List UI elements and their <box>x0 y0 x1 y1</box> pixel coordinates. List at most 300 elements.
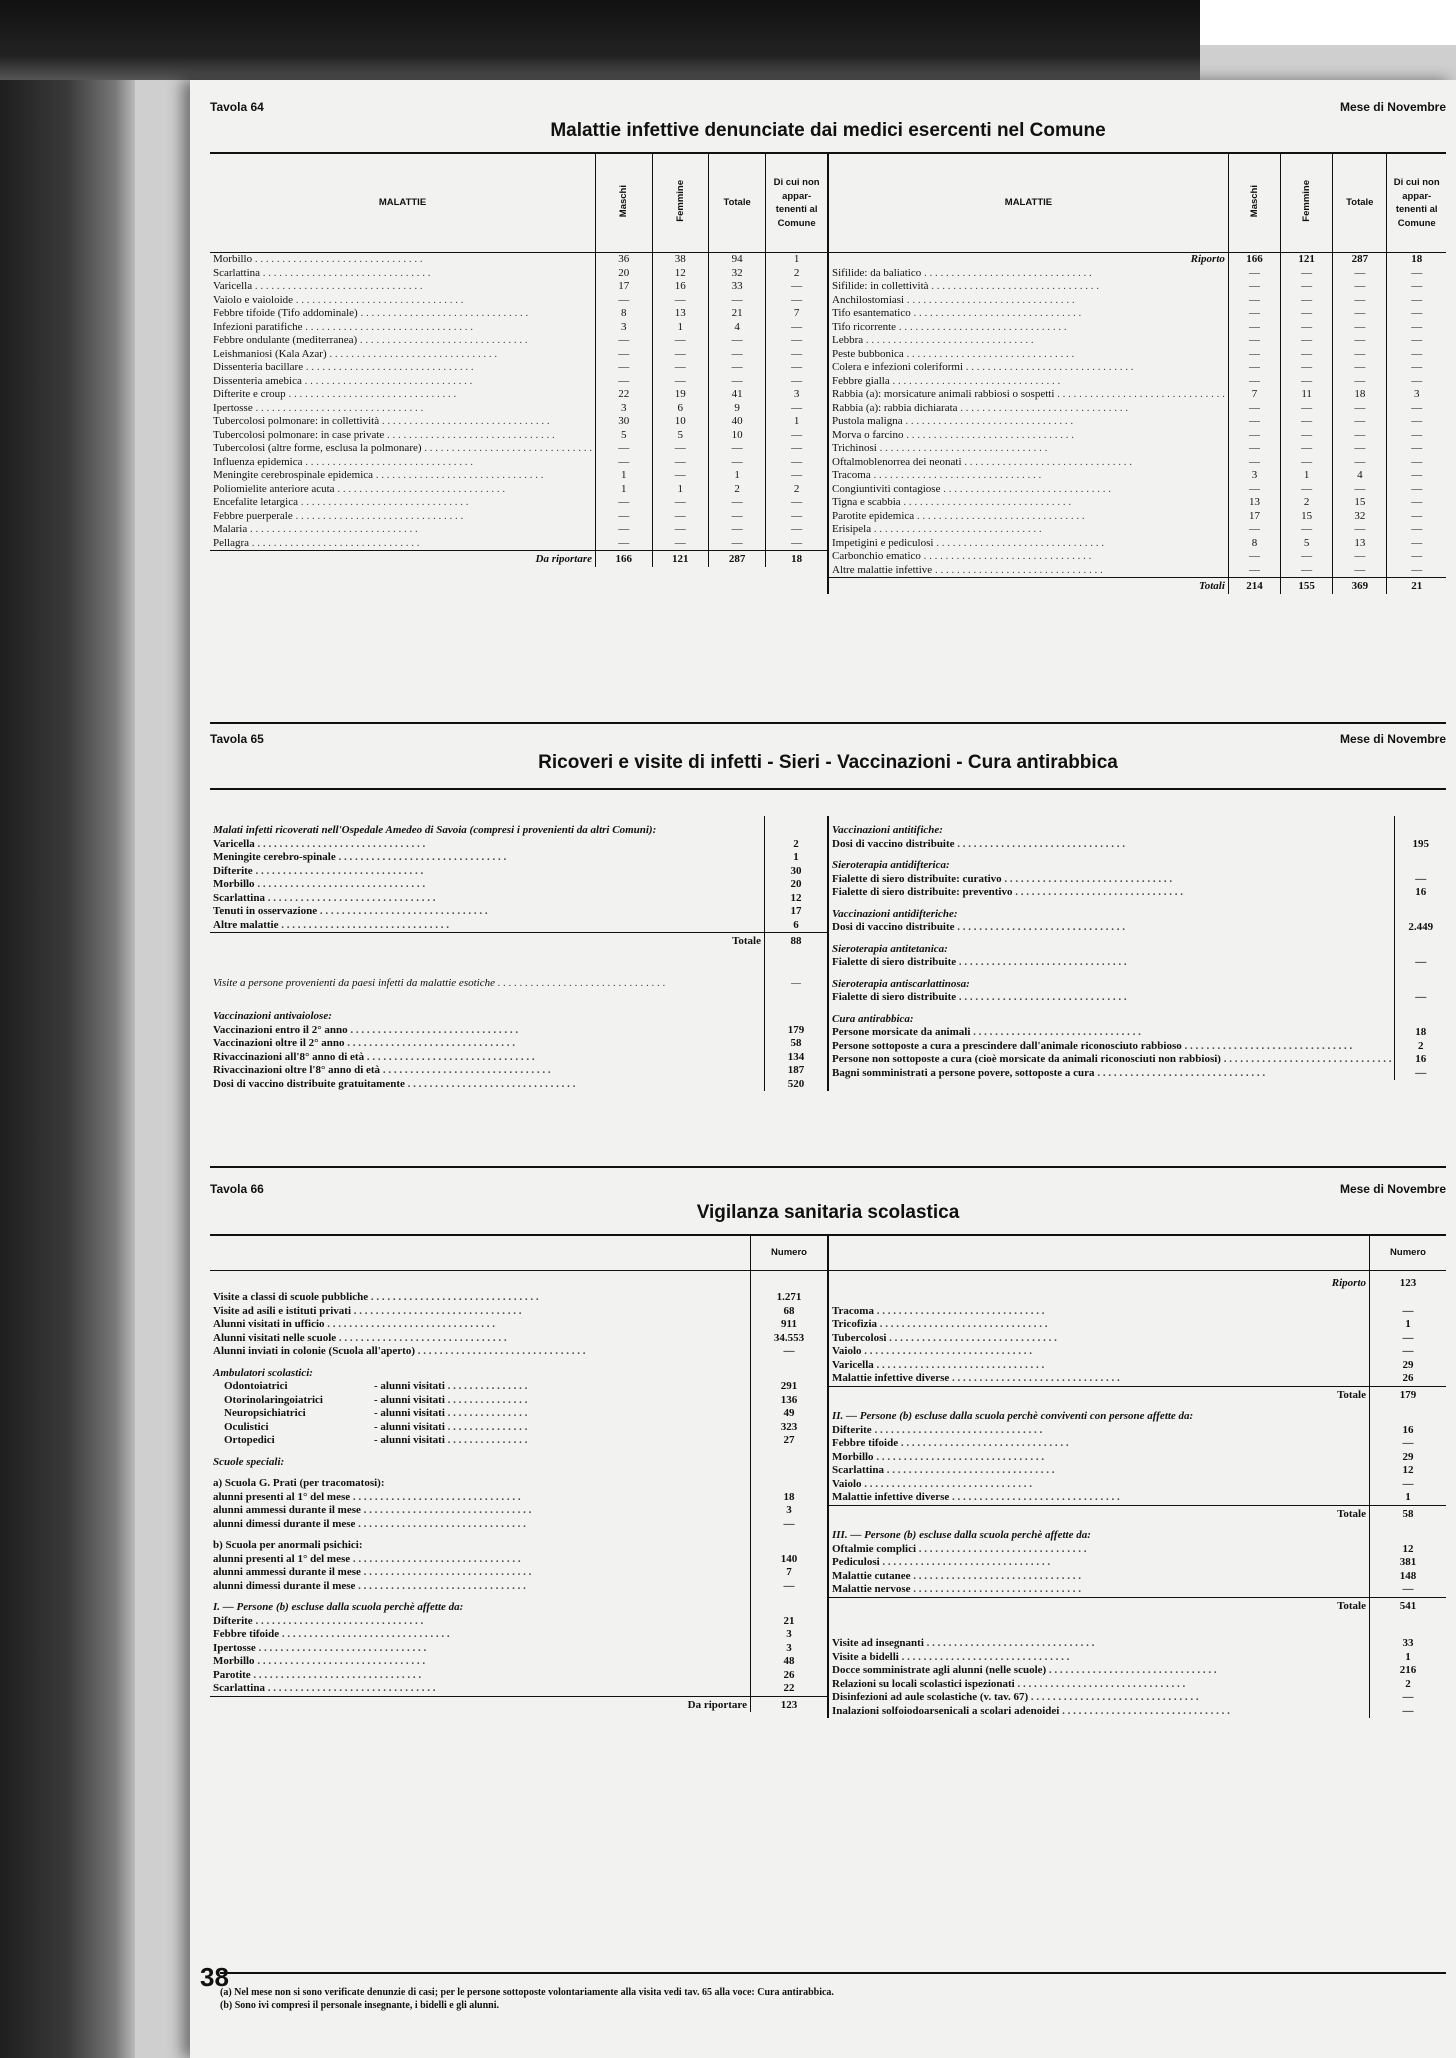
prati-row-value: 18 <box>751 1491 828 1505</box>
table-65-label: Tavola 65 <box>210 732 264 746</box>
excluded-1-row <box>210 1655 827 1669</box>
cell-value: — <box>1281 334 1333 348</box>
table-row <box>829 456 1446 470</box>
excluded-3-row <box>829 1543 1446 1557</box>
table-row <box>829 361 1446 375</box>
disease-label-text: Colera e infezioni coleriformi <box>832 361 964 373</box>
cell-value: — <box>1281 307 1333 321</box>
excluded-2-heading <box>829 1402 1446 1424</box>
disease-label-text: Lebbra <box>832 334 864 346</box>
ricoverati-row <box>210 865 827 879</box>
other-service-row-label-text: Docce somministrate agli alunni (nelle scuole) <box>832 1664 1047 1676</box>
disease-label-text: Meningite cerebrospinale epidemica <box>213 469 374 481</box>
cell-value: — <box>596 294 652 308</box>
table-64-left <box>210 154 827 594</box>
ambulatorio-desc: - alunni visitati <box>374 1393 445 1406</box>
total-value: 541 <box>1370 1597 1447 1613</box>
table-row <box>210 402 827 416</box>
table-row <box>210 415 827 429</box>
serum-row-value: 16 <box>1395 886 1446 900</box>
psichici-row <box>210 1553 827 1567</box>
other-service-row-value: 216 <box>1370 1664 1447 1678</box>
ricoverati-row-value: 17 <box>765 905 828 919</box>
disease-label-text: Tubercolosi polmonare: in case private <box>213 428 385 441</box>
table-row <box>210 294 827 308</box>
other-service-row-value: 2 <box>1370 1678 1447 1692</box>
cell-value: — <box>652 348 708 362</box>
speciali-heading-text: Scuole speciali: <box>213 1455 285 1468</box>
ambulatorio-name: Ortopedici <box>224 1434 275 1446</box>
disease-label: Infezioni paratifiche . . . . . . . . . . . . . . . . . . . . . . . . . . . . . . . <box>213 320 473 333</box>
table-row <box>210 307 827 321</box>
cell-value: 10 <box>709 429 766 443</box>
table-row <box>210 348 827 362</box>
table-65-section <box>210 722 1446 1091</box>
ambulatorio-label: Ortopedici - alunni visitati . . . . . . . . . . . . . . . <box>224 1434 528 1446</box>
table-row <box>829 442 1446 456</box>
cell-value: 17 <box>596 280 652 294</box>
page-number: 38 <box>200 1962 229 1992</box>
cell-value: 1 <box>1281 469 1333 483</box>
cell-value: — <box>1228 375 1280 389</box>
disease-label: Carbonchio ematico . . . . . . . . . . . . . . . . . . . . . . . . . . . . . . . <box>832 550 1092 562</box>
table-row <box>210 523 827 537</box>
cell-value: 5 <box>652 429 708 443</box>
disease-label-text: Ipertosse <box>213 401 253 414</box>
serum-row-label-text: Persone morsicate da animali <box>832 1026 971 1038</box>
disease-label-text: Febbre ondulante (mediterranea) <box>213 334 358 346</box>
school-visit-row-label-text: Visite a classi di scuole pubbliche <box>213 1291 369 1303</box>
ricoverati-row-label-text: Altre malattie <box>213 918 279 931</box>
cell-value: 16 <box>652 280 708 294</box>
disease-label: Altre malattie infettive . . . . . . . . . . . . . . . . . . . . . . . . . . . . . . . <box>832 563 1103 576</box>
excluded-1b-row <box>829 1305 1446 1319</box>
table-64-right <box>827 154 1446 594</box>
cell-value: 1 <box>652 483 708 497</box>
disease-label: Febbre tifoide (Tifo addominale) . . . . . . . . . . . . . . . . . . . . . . . . . . . . . . . <box>213 307 529 319</box>
ricoverati-row <box>210 892 827 906</box>
cell-value: — <box>709 537 766 551</box>
cell-value: 9 <box>709 402 766 416</box>
school-visit-row-label-text: Alunni visitati in ufficio <box>213 1318 325 1330</box>
serum-group-heading-value-empty <box>1395 1005 1446 1027</box>
cell-value: 8 <box>1228 537 1280 551</box>
visite-row-value: — <box>765 977 828 991</box>
excluded-1-row-value: 26 <box>751 1669 828 1683</box>
total-value: 58 <box>1370 1505 1447 1521</box>
disease-label: Anchilostomiasi . . . . . . . . . . . . . . . . . . . . . . . . . . . . . . . <box>832 293 1075 306</box>
disease-label-text: Febbre gialla <box>832 374 890 387</box>
table-row <box>210 442 827 456</box>
cell-value: — <box>1281 523 1333 537</box>
other-service-row-value: — <box>1370 1691 1447 1705</box>
excluded-2-row <box>829 1451 1446 1465</box>
antivaiolose-row-value: 58 <box>765 1037 828 1051</box>
disease-label-text: Morbillo <box>213 253 253 265</box>
cell-value: — <box>766 361 827 375</box>
excluded-1b-row-label-text: Varicella <box>832 1358 874 1371</box>
psichici-row-label-text: alunni ammessi durante il mese <box>213 1566 361 1578</box>
scan-margin <box>1200 0 1456 45</box>
table-row <box>210 483 827 497</box>
antivaiolose-row <box>210 1078 827 1092</box>
excluded-2-row-value: 29 <box>1370 1451 1447 1465</box>
disease-label: Colera e infezioni coleriformi . . . . . . . . . . . . . . . . . . . . . . . . . . . . . . . <box>832 361 1134 373</box>
antivaiolose-heading-value-empty <box>765 1002 828 1024</box>
serum-group-heading <box>829 816 1446 838</box>
serum-row-label: Persone morsicate da animali . . . . . . . . . . . . . . . . . . . . . . . . . . . . . . . <box>832 1026 1141 1038</box>
prati-row-label: alunni presenti al 1° del mese . . . . . . . . . . . . . . . . . . . . . . . . . . . . . . . <box>213 1490 521 1503</box>
other-service-row <box>829 1705 1446 1719</box>
serum-group-heading-text: Sieroterapia antitetanica: <box>832 942 948 955</box>
cell-value: — <box>709 334 766 348</box>
scan-shadow-top <box>0 0 1200 80</box>
table-row <box>829 564 1446 578</box>
cell-value: — <box>1333 550 1387 564</box>
cell-value: — <box>766 402 827 416</box>
school-visit-row-label: Visite a classi di scuole pubbliche . . . . . . . . . . . . . . . . . . . . . . . . . . . . . . . <box>213 1291 539 1303</box>
speciali-heading-value-empty <box>751 1448 828 1470</box>
ricoverati-row-label-text: Morbillo <box>213 878 255 890</box>
cell-value: 5 <box>596 429 652 443</box>
excluded-1b-row <box>829 1345 1446 1359</box>
cell-value: — <box>652 361 708 375</box>
serum-row-value: — <box>1395 1067 1446 1081</box>
cell-value: — <box>1333 456 1387 470</box>
cell-value: — <box>1387 267 1446 281</box>
table-row <box>210 361 827 375</box>
prati-row <box>210 1491 827 1505</box>
cell-value: — <box>1281 564 1333 578</box>
disease-label-text: Impetigini e pediculosi <box>832 536 934 549</box>
antivaiolose-row-value: 179 <box>765 1024 828 1038</box>
cell-value: 5 <box>1281 537 1333 551</box>
excluded-2-row-value: — <box>1370 1478 1447 1492</box>
ambulatorio-row <box>210 1394 827 1408</box>
footnotes <box>220 1972 1446 2012</box>
disease-label: Tubercolosi polmonare: in case private . . . . . . . . . . . . . . . . . . . . . . . . . . . . . . . <box>213 428 555 441</box>
ricoverati-row-label: Varicella . . . . . . . . . . . . . . . . . . . . . . . . . . . . . . . <box>213 837 426 850</box>
col-header-numero-2: Numero <box>1370 1236 1447 1271</box>
cell-value: — <box>1387 402 1446 416</box>
cell-value: — <box>1281 483 1333 497</box>
serum-group-heading-value-empty <box>1395 816 1446 838</box>
antivaiolose-row-label: Dosi di vaccino distribuite gratuitamente . . . . . . . . . . . . . . . . . . . . . . . . . . . . . . . <box>213 1077 576 1090</box>
cell-value: 4 <box>1333 469 1387 483</box>
excluded-1b-row-label-text: Vaiolo <box>832 1345 862 1357</box>
cell-value: — <box>1333 280 1387 294</box>
excluded-2-row-label-text: Scarlattina <box>832 1464 884 1476</box>
table-row <box>829 496 1446 510</box>
disease-label-text: Tigna e scabbia <box>832 496 901 508</box>
cell-value: — <box>596 510 652 524</box>
ricoverati-row-label-text: Difterite <box>213 864 253 877</box>
total-value: 214 <box>1228 578 1280 594</box>
antivaiolose-row-label: Vaccinazioni oltre il 2° anno . . . . . . . . . . . . . . . . . . . . . . . . . . . . . . . <box>213 1037 516 1049</box>
cell-value: — <box>1387 510 1446 524</box>
table-row <box>829 402 1446 416</box>
psichici-row-label: alunni dimessi durante il mese . . . . . . . . . . . . . . . . . . . . . . . . . . . . . . . <box>213 1579 526 1592</box>
table-65-right <box>827 816 1446 1091</box>
cell-value: — <box>1387 550 1446 564</box>
table-66-section <box>210 1166 1446 1718</box>
table-64-section <box>210 100 1446 594</box>
ricoverati-row-value: 6 <box>765 919 828 933</box>
disease-label: Sifilide: da baliatico . . . . . . . . . . . . . . . . . . . . . . . . . . . . . . . <box>832 266 1092 279</box>
school-visit-row-label: Alunni visitati nelle scuole . . . . . . . . . . . . . . . . . . . . . . . . . . . . . . . <box>213 1331 507 1344</box>
cell-value: 3 <box>596 321 652 335</box>
cell-value: — <box>1228 348 1280 362</box>
disease-label: Rabbia (a): rabbia dichiarata . . . . . . . . . . . . . . . . . . . . . . . . . . . . . . . <box>832 401 1129 414</box>
serum-row <box>829 1053 1446 1067</box>
disease-label-text: Congiuntiviti contagiose <box>832 482 941 495</box>
cell-value: 21 <box>709 307 766 321</box>
cell-value: — <box>1333 523 1387 537</box>
excluded-2-row-label-text: Difterite <box>832 1423 872 1436</box>
other-service-row <box>829 1678 1446 1692</box>
cell-value: — <box>1387 469 1446 483</box>
table-row <box>829 321 1446 335</box>
cell-value: — <box>1228 267 1280 281</box>
cell-value: — <box>709 496 766 510</box>
ricoverati-heading <box>210 816 827 838</box>
serum-group-heading <box>829 1005 1446 1027</box>
cell-value: — <box>1281 348 1333 362</box>
serum-row-label-text: Bagni somministrati a persone povere, sottoposte a cura <box>832 1066 1095 1079</box>
cell-value: — <box>709 294 766 308</box>
serum-row-label: Persone sottoposte a cura a prescindere dall'animale riconosciuto rabbioso . . . . . . . . . . . . . . . . . . . . . . . . . . . . . . . <box>832 1039 1353 1052</box>
serum-row-label-text: Fialette di siero distribuite: preventivo <box>832 886 1013 898</box>
disease-label-text: Trichinosi <box>832 442 877 454</box>
serum-group-heading-value-empty <box>1395 900 1446 922</box>
disease-label-text: Altre malattie infettive <box>832 563 933 576</box>
serum-row-value: — <box>1395 991 1446 1005</box>
report-value: 287 <box>1333 253 1387 267</box>
antivaiolose-row-label-text: Dosi di vaccino distribuite gratuitamente <box>213 1077 405 1090</box>
cell-value: — <box>1281 456 1333 470</box>
antivaiolose-row-value: 187 <box>765 1064 828 1078</box>
excluded-1b-row-label: Tracoma . . . . . . . . . . . . . . . . . . . . . . . . . . . . . . . <box>832 1304 1045 1317</box>
col-header-totale-2: Totale <box>1333 154 1387 253</box>
cell-value: — <box>1387 537 1446 551</box>
cell-value: 36 <box>596 253 652 267</box>
disease-label-text: Poliomielite anteriore acuta <box>213 482 335 495</box>
disease-label-text: Difterite e croup <box>213 388 286 400</box>
table-row <box>210 253 827 267</box>
disease-label: Tigna e scabbia . . . . . . . . . . . . . . . . . . . . . . . . . . . . . . . <box>832 496 1072 508</box>
cell-value: 1 <box>709 469 766 483</box>
cell-value: — <box>1387 564 1446 578</box>
cell-value: — <box>766 429 827 443</box>
disease-label: Rabbia (a): morsicature animali rabbiosi o sospetti . . . . . . . . . . . . . . . . . . . . . . . . . . . . . . . <box>832 388 1225 400</box>
excluded-2-row <box>829 1478 1446 1492</box>
serum-row-value: 2.449 <box>1395 921 1446 935</box>
cell-value: — <box>766 523 827 537</box>
cell-value: — <box>766 469 827 483</box>
report-value: 18 <box>1387 253 1446 267</box>
excluded-1b-row-label: Tubercolosi . . . . . . . . . . . . . . . . . . . . . . . . . . . . . . . <box>832 1331 1057 1344</box>
cell-value: 3 <box>1387 388 1446 402</box>
cell-value: — <box>1333 415 1387 429</box>
cell-value: — <box>1387 483 1446 497</box>
excluded-3-row <box>829 1583 1446 1597</box>
other-service-row-label-text: Visite a bidelli <box>832 1650 899 1663</box>
excluded-2-row-label: Scarlattina . . . . . . . . . . . . . . . . . . . . . . . . . . . . . . . <box>832 1464 1055 1476</box>
table-row <box>210 334 827 348</box>
cell-value: — <box>1387 307 1446 321</box>
report-label: Riporto <box>1331 1277 1366 1289</box>
cell-value: — <box>1387 348 1446 362</box>
ricoverati-row-label-text: Scarlattina <box>213 891 265 904</box>
total-value: 166 <box>596 551 652 567</box>
psichici-row-value: 140 <box>751 1553 828 1567</box>
excluded-1-row-label: Scarlattina . . . . . . . . . . . . . . . . . . . . . . . . . . . . . . . <box>213 1682 436 1694</box>
cell-value: — <box>652 523 708 537</box>
total-row <box>829 578 1446 594</box>
psichici-heading-value-empty <box>751 1531 828 1553</box>
disease-label: Sifilide: in collettività . . . . . . . . . . . . . . . . . . . . . . . . . . . . . . . <box>832 280 1100 292</box>
antivaiolose-row-label: Rivaccinazioni oltre l'8° anno di età . . . . . . . . . . . . . . . . . . . . . . . . . . . . . . . <box>213 1064 551 1076</box>
other-service-row <box>829 1637 1446 1651</box>
school-visit-row-value: 68 <box>751 1305 828 1319</box>
serum-row <box>829 1026 1446 1040</box>
table-row <box>829 307 1446 321</box>
disease-label-text: Varicella <box>213 280 253 292</box>
cell-value: — <box>1333 294 1387 308</box>
cell-value: — <box>1387 375 1446 389</box>
total-label: Totale <box>829 1505 1370 1521</box>
ricoverati-row <box>210 851 827 865</box>
cell-value: 1 <box>596 483 652 497</box>
disease-label: Febbre ondulante (mediterranea) . . . . . . . . . . . . . . . . . . . . . . . . . . . . . . . <box>213 334 528 346</box>
total-row <box>829 1386 1446 1402</box>
disease-label: Erisipela . . . . . . . . . . . . . . . . . . . . . . . . . . . . . . . <box>832 523 1042 535</box>
ambulatorio-value: 49 <box>751 1407 828 1421</box>
serum-group-heading-text: Vaccinazioni antidifteriche: <box>832 907 958 920</box>
scan-shadow-left <box>0 0 135 2058</box>
cell-value: 1 <box>766 253 827 267</box>
cell-value: — <box>1333 564 1387 578</box>
serum-row <box>829 886 1446 900</box>
cell-value: — <box>596 348 652 362</box>
total-label: Totali <box>829 578 1228 594</box>
serum-row-label: Persone non sottoposte a cura (cioè morsicate da animali riconosciuti non rabbiosi) . . . . . . . . . . . . . . . . . . . . . . . . . . . . . . . <box>832 1053 1392 1065</box>
cell-value: 19 <box>652 388 708 402</box>
ricoverati-row-label-text: Meningite cerebro-spinale <box>213 851 336 863</box>
disease-label: Malaria . . . . . . . . . . . . . . . . . . . . . . . . . . . . . . . <box>213 523 418 535</box>
school-visit-row-label-text: Alunni visitati nelle scuole <box>213 1331 337 1344</box>
cell-value: — <box>1387 361 1446 375</box>
disease-label-text: Carbonchio ematico <box>832 550 921 562</box>
cell-value: — <box>1387 496 1446 510</box>
cell-value: — <box>766 280 827 294</box>
cell-value: — <box>1333 334 1387 348</box>
cell-value: — <box>1281 267 1333 281</box>
disease-label-text: Pellagra <box>213 536 250 549</box>
excluded-3-row-label-text: Malattie nervose <box>832 1583 911 1595</box>
cell-value: — <box>652 294 708 308</box>
table-row <box>829 429 1446 443</box>
cell-value: — <box>709 523 766 537</box>
excluded-1-row-label: Febbre tifoide . . . . . . . . . . . . . . . . . . . . . . . . . . . . . . . <box>213 1628 450 1640</box>
cell-value: 8 <box>596 307 652 321</box>
school-visit-row-label: Alunni inviati in colonie (Scuola all'aperto) . . . . . . . . . . . . . . . . . . . . . . . . . . . . . . . <box>213 1345 586 1357</box>
disease-label-text: Parotite epidemica <box>832 509 915 522</box>
school-visit-row-value: 1.271 <box>751 1291 828 1305</box>
serum-row-value: 195 <box>1395 838 1446 852</box>
ambulatorio-name: Odontoiatrici <box>224 1380 288 1392</box>
table-66-right <box>827 1236 1446 1718</box>
serum-row <box>829 921 1446 935</box>
cell-value: — <box>766 442 827 456</box>
prati-heading-text: a) Scuola G. Prati (per tracomatosi): <box>213 1477 385 1489</box>
cell-value: — <box>1228 550 1280 564</box>
other-service-row-label-text: Disinfezioni ad aule scolastiche (v. tav. 67) <box>832 1691 1029 1703</box>
disease-label: Pustola maligna . . . . . . . . . . . . . . . . . . . . . . . . . . . . . . . <box>832 415 1074 427</box>
table-row <box>829 253 1446 267</box>
excluded-3-heading-text: III. — Persone (b) escluse dalla scuola perchè affette da: <box>832 1529 1091 1541</box>
serum-row-label-text: Dosi di vaccino distribuite <box>832 837 955 850</box>
disease-label: Scarlattina . . . . . . . . . . . . . . . . . . . . . . . . . . . . . . . <box>213 266 431 279</box>
disease-label: Tubercolosi polmonare: in collettività . . . . . . . . . . . . . . . . . . . . . . . . . . . . . . . <box>213 415 550 427</box>
excluded-1-row-label-text: Ipertosse <box>213 1641 256 1654</box>
table-row <box>829 483 1446 497</box>
ricoverati-row <box>210 838 827 852</box>
total-value: 88 <box>765 933 828 949</box>
prati-row-label: alunni ammessi durante il mese . . . . . . . . . . . . . . . . . . . . . . . . . . . . . . . <box>213 1504 532 1516</box>
ambulatorio-desc: - alunni visitati <box>374 1420 445 1433</box>
school-visit-row <box>210 1305 827 1319</box>
total-label: Da riportare <box>210 551 596 567</box>
cell-value: — <box>1387 456 1446 470</box>
other-service-row-value: — <box>1370 1705 1447 1719</box>
ambulatorio-desc: - alunni visitati <box>374 1380 445 1392</box>
cell-value: — <box>1281 375 1333 389</box>
total-value: 287 <box>709 551 766 567</box>
cell-value: — <box>1333 402 1387 416</box>
ricoverati-row-value: 12 <box>765 892 828 906</box>
table-row <box>829 348 1446 362</box>
cell-value: — <box>1228 564 1280 578</box>
cell-value: — <box>596 334 652 348</box>
disease-label-text: Rabbia (a): rabbia dichiarata <box>832 401 958 414</box>
cell-value: — <box>1228 334 1280 348</box>
cell-value: 1 <box>766 415 827 429</box>
cell-value: — <box>652 469 708 483</box>
cell-value: — <box>766 348 827 362</box>
table-65-left <box>210 816 827 1091</box>
table-64-title: Malattie infettive denunciate dai medici esercenti nel Comune <box>550 120 1106 141</box>
cell-value: — <box>1333 442 1387 456</box>
total-label: Da riportare <box>210 1696 751 1712</box>
serum-row-label-text: Fialette di siero distribuite <box>832 991 957 1003</box>
cell-value: — <box>1228 321 1280 335</box>
cell-value: — <box>1387 334 1446 348</box>
ricoverati-row-label: Difterite . . . . . . . . . . . . . . . . . . . . . . . . . . . . . . . <box>213 864 424 877</box>
ambulatorio-name: Oculistici <box>224 1420 269 1433</box>
excluded-3-row-value: 381 <box>1370 1556 1447 1570</box>
antivaiolose-row-value: 134 <box>765 1051 828 1065</box>
report-value: 121 <box>1281 253 1333 267</box>
prati-heading <box>210 1469 827 1491</box>
cell-value: 2 <box>709 483 766 497</box>
table-66-title: Vigilanza sanitaria scolastica <box>696 1202 960 1223</box>
excluded-2-row-value: — <box>1370 1437 1447 1451</box>
ambulatorio-value: 27 <box>751 1434 828 1448</box>
prati-row <box>210 1504 827 1518</box>
cell-value: — <box>1228 442 1280 456</box>
table-64-label: Tavola 64 <box>210 100 264 114</box>
